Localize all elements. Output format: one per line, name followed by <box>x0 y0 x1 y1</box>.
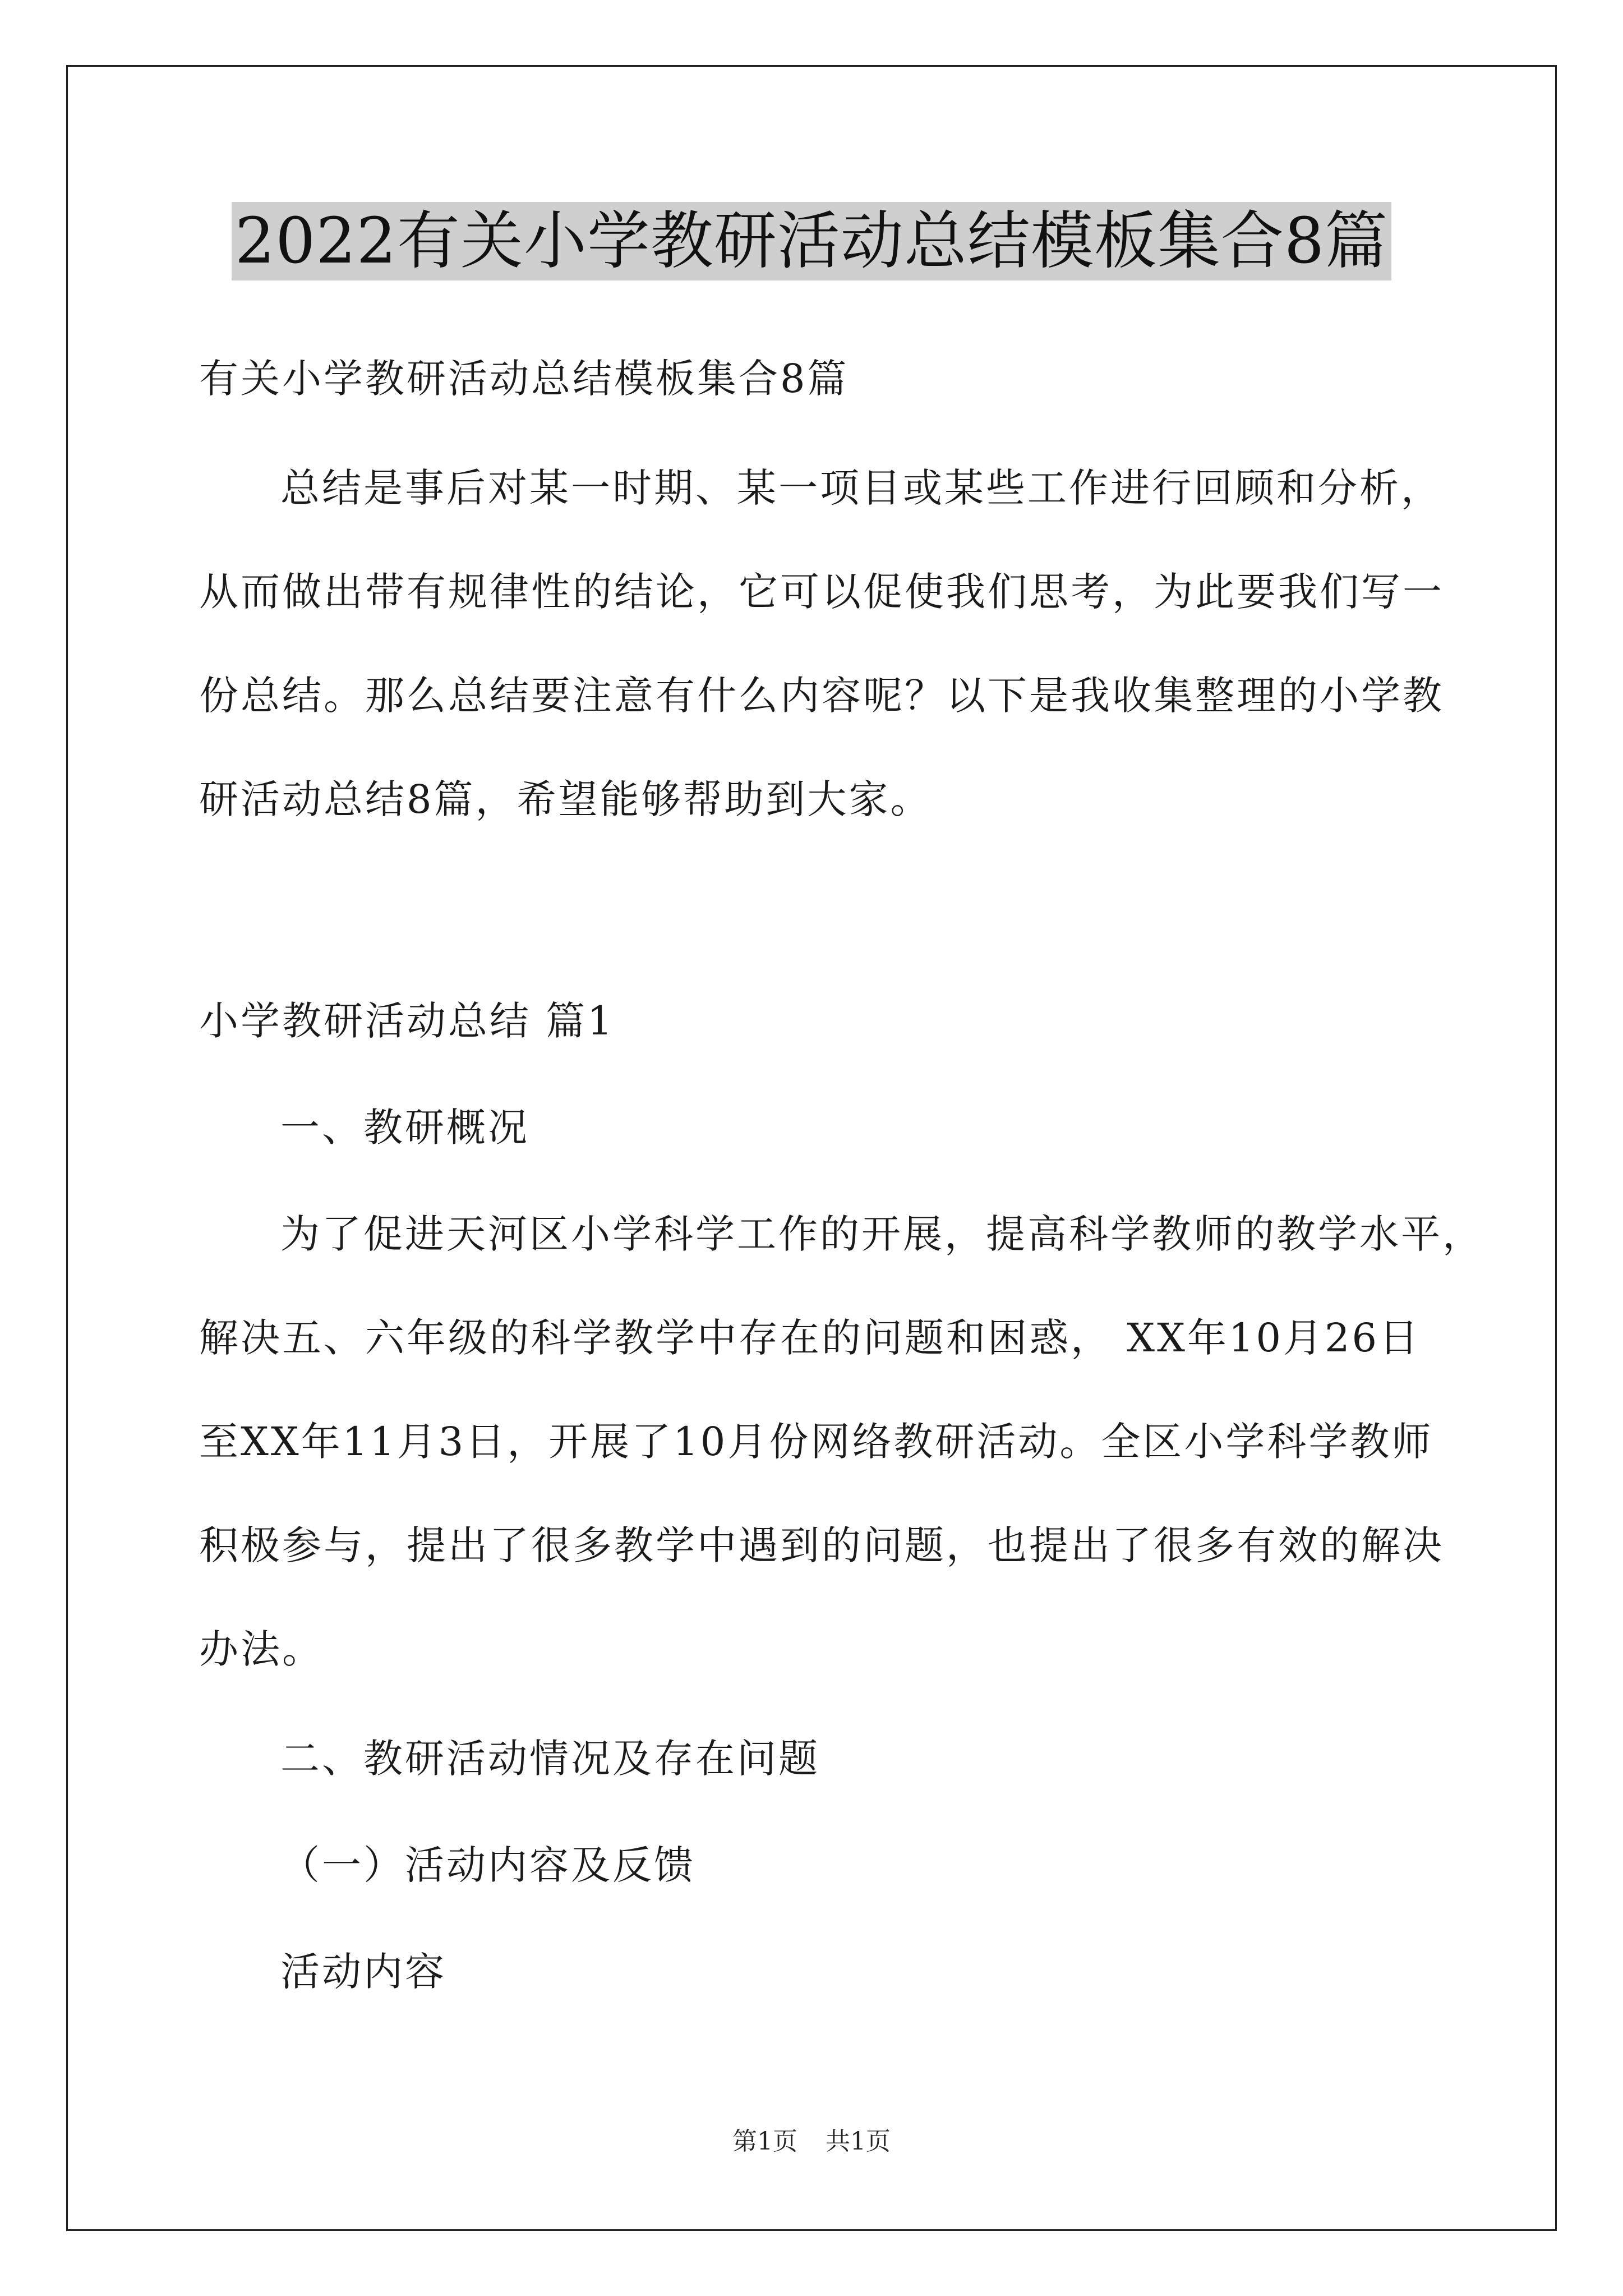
paragraph-line: 研活动总结8篇，希望能够帮助到大家。 <box>199 776 932 822</box>
paragraph-line: 份总结。那么总结要注意有什么内容呢？以下是我收集整理的小学教 <box>199 673 1444 719</box>
paragraph-line: 为了促进天河区小学科学工作的开展，提高科学教师的教学水平， <box>280 1211 1484 1257</box>
title-container <box>0 202 1623 280</box>
paragraph-line: 办法。 <box>199 1626 324 1672</box>
page-footer <box>0 2126 1623 2157</box>
document-title: 2022有关小学教研活动总结模板集合8篇 <box>232 202 1391 280</box>
subsection-heading: 活动内容 <box>280 1949 446 1995</box>
paragraph-line: 总结是事后对某一时期、某一项目或某些工作进行回顾和分析， <box>280 465 1442 511</box>
subtitle-line: 有关小学教研活动总结模板集合8篇 <box>199 356 849 402</box>
page-number-total: 共1页 <box>826 2127 891 2156</box>
subsection-heading: （一）活动内容及反馈 <box>280 1842 695 1888</box>
paragraph-line: 解决五、六年级的科学教学中存在的问题和困惑， XX年10月26日 <box>199 1315 1421 1361</box>
paragraph-line: 至XX年11月3日，开展了10月份网络教研活动。全区小学科学教师 <box>199 1419 1433 1465</box>
paragraph-line: 从而做出带有规律性的结论，它可以促使我们思考，为此要我们写一 <box>199 569 1444 615</box>
paragraph-line: 积极参与，提出了很多教学中遇到的问题，也提出了很多有效的解决 <box>199 1522 1444 1568</box>
page-number-current: 第1页 <box>732 2127 797 2156</box>
subsection-heading: 二、教研活动情况及存在问题 <box>280 1736 820 1782</box>
subsection-heading: 一、教研概况 <box>280 1105 529 1151</box>
section-heading: 小学教研活动总结 篇1 <box>199 998 615 1044</box>
